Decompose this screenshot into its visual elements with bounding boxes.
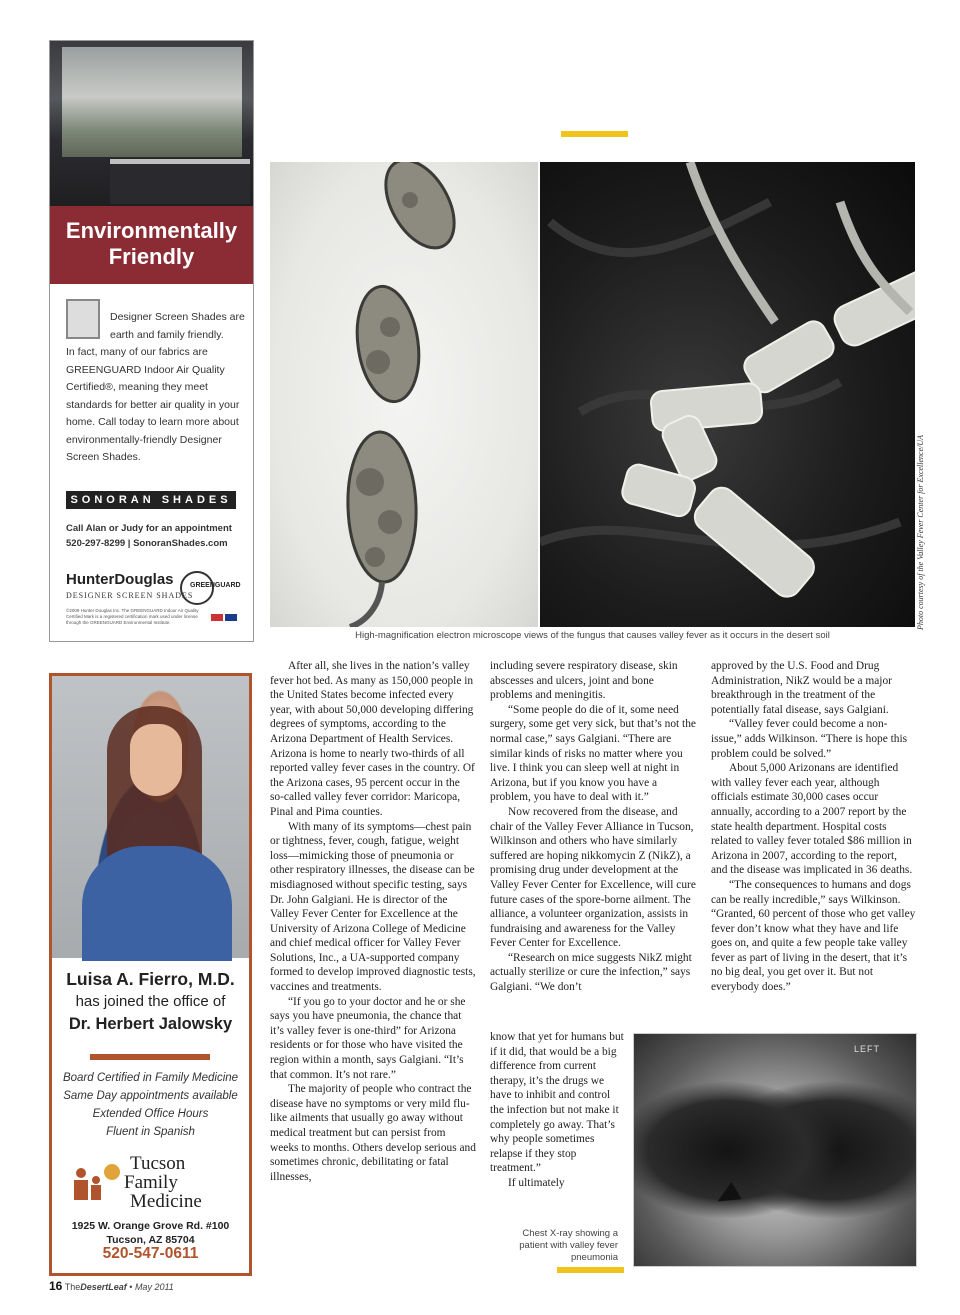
article-column-3 [711,659,916,995]
issue-date: May 2011 [134,1282,174,1292]
bed-image [110,159,250,204]
divider [90,1054,210,1060]
mastercard-icon [211,614,223,621]
magazine-name: DesertLeaf [80,1282,127,1292]
clinic-name-line2: Family [124,1172,178,1193]
accent-bar-top [561,131,628,137]
hunterdouglas-subtitle: DESIGNER SCREEN SHADES [66,591,194,600]
doctor-name: Luisa A. Fierro, M.D. [66,969,235,989]
hunterdouglas-logo: HunterDouglas [66,571,174,588]
clinic-name-line3: Medicine [130,1191,202,1212]
qualification-item: Fluent in Spanish [106,1126,195,1138]
clinic-name-line1: Tucson [130,1153,186,1174]
joined-text: has joined the office of [75,993,226,1010]
qualification-item: Extended Office Hours [92,1108,209,1120]
paragraph: know that yet for humans but if it did, that would be a big difference from current therapy, it’s the drugs we have to inhibit and control the infection but not make it completely go away. That’s why people sometimes relapse if they stop treatment.” [490,1031,624,1175]
footer-separator: • [129,1282,133,1292]
fine-print: ©2009 Hunter Douglas Inc. The GREENGUARD Indoor Air Quality Certified Mark is a registered certification mark used under license through the GREENGUARD Environmental Institute. [66,608,199,625]
page-footer [49,1279,174,1293]
paragraph: approved by the U.S. Food and Drug Administration, NikZ would be a major breakthrough in the treatment of the potentially fatal disease, says Galgiani. [711,660,892,716]
window-shade-image [62,47,242,157]
qualifications-list [52,1069,249,1141]
call-line: Call Alan or Judy for an appointment [66,523,232,534]
paragraph: If ultimately [508,1176,565,1189]
paragraph: About 5,000 Arizonans are identified with valley fever each year, although officials estimate 30,000 cases occur annually, according to a 2007 report by the state health department. Hospital costs related to valley fever totaled $86 million in Arizona in 2007, according to the report, and the disease was implicated in 36 deaths. [711,762,913,877]
paragraph: “Some people do die of it, some need surgery, some get very sick, but that’s not the normal case,” says Galgiani. “There are similar kinds of risks no matter where you live. I think you can sleep well at night in Arizona, but if you know you have a problem, you have to deal with it.” [490,703,696,804]
light-microscope-image [270,162,538,627]
clinic-address [52,1219,249,1247]
qualification-item: Board Certified in Family Medicine [62,1072,239,1084]
credit-card-icons [210,609,240,629]
article-column-2-continued [490,1030,625,1191]
ad-banner-title: Environmentally Friendly [50,206,253,284]
ad-body-text [66,309,246,467]
fungus-hyphae-illustration [540,162,915,627]
footer-the: The [64,1282,81,1292]
accent-bar-bottom [557,1267,624,1273]
photo-credit-text: Photo courtesy of the Valley Fever Center for Excellence/UA [916,434,925,630]
paragraph: “If you go to your doctor and he or she says you have pneumonia, the chance that it’s valley fever is one-third” for Arizona residents or for those who have visited the region within a month, says Galgiani. “It’s that common. It’s not rare.” [270,995,466,1081]
portrait-face [130,724,182,796]
page-number: 16 [49,1279,63,1293]
address-line1: 1925 W. Orange Grove Rd. #100 [71,1220,230,1232]
electron-microscope-image [540,162,915,627]
clinic-name [112,1154,202,1211]
photo-credit [916,420,930,630]
brand-bar: SONORAN SHADES [66,491,236,509]
tucson-family-medicine-ad [49,673,252,1276]
paragraph: including severe respiratory disease, skin abscesses and ulcers, joint and bone problems and meningitis. [490,660,678,702]
chest-xray-image [633,1033,917,1267]
greenguard-label: GREENGUARD [190,582,241,589]
sonoran-shades-ad [49,40,254,642]
clinic-phone: 520-547-0611 [102,1245,199,1262]
xray-side-label: LEFT [853,1044,880,1054]
paragraph: “Research on mice suggests NikZ might actually sterilize or cure the infection,” says Galgiani. “We don’t [490,951,692,994]
ad-body-first: Designer Screen Shades are earth and family friendly. [110,311,245,341]
arrow-icon [712,1182,741,1210]
ad-contact [66,521,246,551]
fungus-cells-illustration [270,162,538,627]
qualification-item: Same Day appointments available [63,1090,238,1102]
paragraph: “The consequences to humans and dogs can be really incredible,” says Wilkinson. “Granted, 60 percent of those who get valley fever don’t know what they have and life goes on, and quite a few people take valley fever as part of living in the desert, that it’s no big deal, you get over it. But not everybody does.” [711,878,916,994]
paragraph: Now recovered from the disease, and chair of the Valley Fever Alliance in Tucson, Wilkinson and others who have similarly suffered are hoping nikkomycin Z (NikZ), a promising drug under development at the Valley Fever Center for Excellence, will cure future cases of the spore-borne ailment. The alliance, a volunteer organization, assists in fundraising and awareness for the Valley Fever Center for Excellence. [490,805,696,950]
article-column-1 [270,659,476,1184]
article-column-2 [490,659,698,995]
ad-body-rest: In fact, many of our fabrics are GREENGUARD Indoor Air Quality Certified®, meaning they meet standards for better air quality in your home. Call today to learn more about environmentally-friendly Designer Screen Shades. [66,346,240,463]
microscope-photo [270,162,915,627]
paragraph: “Valley fever could become a non-issue,” adds Wilkinson. “There is hope this problem could be solved.” [711,718,908,760]
visa-icon [225,614,237,621]
doctor-portrait [52,676,249,958]
portrait-shirt [82,846,232,961]
address-line2: Tucson, AZ 85704 [106,1234,195,1246]
paragraph: The majority of people who contract the disease have no symptoms or very mild flu-like ailments that usually go away without medical treatment but can persist from weeks to months. Others develop serious and sometimes chronic, debilitating or fatal illnesses, [270,1083,476,1183]
paragraph: With many of its symptoms—chest pain or tightness, fever, cough, fatigue, weight loss—mimicking those of pneumonia or other respiratory illnesses, the disease can be misdiagnosed without specific testing, says Dr. John Galgiani. He is director of the Valley Fever Center for Excellence at the University of Arizona College of Medicine and chief medical officer for Valley Fever Solutions, Inc., a UA-supported company formed to develop improved diagnostic tests, vaccines and treatments. [270,820,476,994]
ad-bedroom-photo [50,41,253,206]
xray-caption: Chest X-ray showing a patient with valley fever pneumonia [519,1228,618,1263]
paragraph: After all, she lives in the nation’s valley fever hot bed. As many as 150,000 people in the United States become infected every year, with about 50,000 developing differing degrees of symptoms, according to the Arizona Department of Health Services. Arizona is home to nearly two-thirds of all reported valley fever cases in the country. Of the Arizona cases, 95 percent occur in the so-called valley fever corridor: Maricopa, Pinal and Pima counties. [270,660,475,818]
photo-caption: High-magnification electron microscope views of the fungus that causes valley fever as it occurs in the desert soil [355,630,830,641]
practice-doctor: Dr. Herbert Jalowsky [68,1015,233,1033]
contact-line: 520-297-8299 | SonoranShades.com [66,538,228,549]
